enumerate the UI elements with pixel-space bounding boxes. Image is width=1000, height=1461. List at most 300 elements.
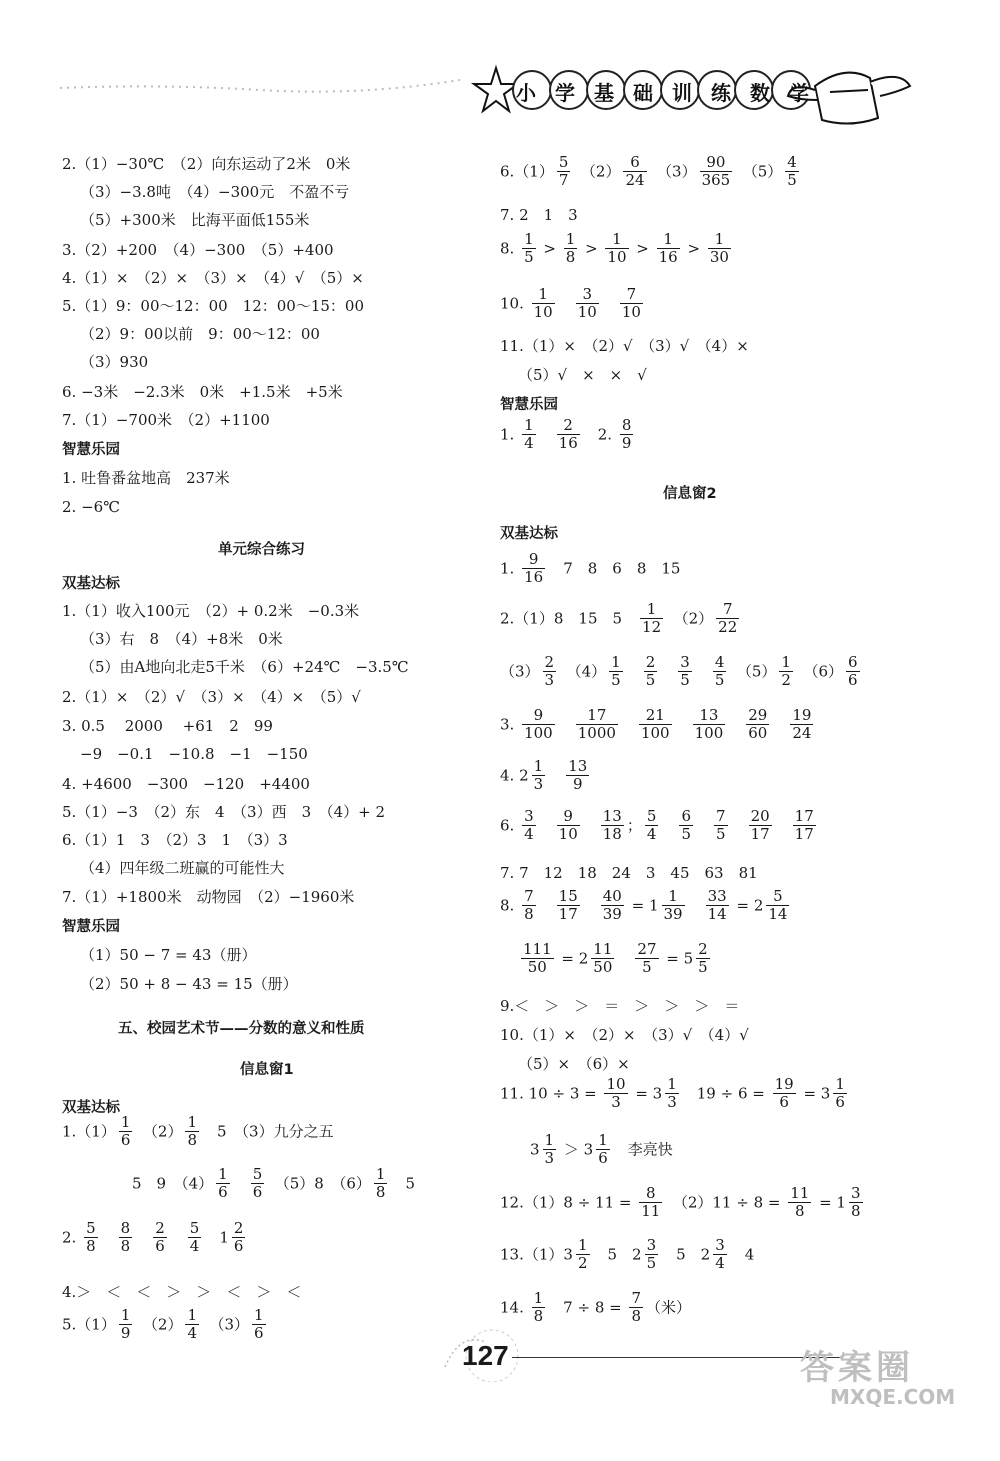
fraction — [746, 707, 769, 742]
answer-text: 5 2 — [592, 1245, 642, 1264]
fraction-denominator: 14 — [707, 905, 727, 923]
answer-text: 1. 吐鲁番盆地高 237米 — [62, 469, 230, 487]
answer-line — [80, 628, 283, 649]
fraction-denominator: 16 — [524, 568, 544, 586]
answer-text — [772, 716, 787, 734]
answer-line — [518, 941, 713, 976]
fraction-denominator: 100 — [640, 724, 670, 742]
fraction-numerator: 7 — [524, 887, 534, 905]
fraction — [119, 1220, 133, 1255]
answer-line — [62, 153, 350, 174]
fraction-denominator: 6 — [254, 1324, 264, 1342]
answer-line — [62, 801, 385, 822]
answer-text: 5.（1）9：00～12：00 12：00～15：00 — [62, 297, 365, 315]
fraction — [532, 286, 555, 321]
answer-text: 2. — [62, 1228, 82, 1247]
fraction-denominator: 8 — [524, 905, 534, 923]
fraction-denominator: 5 — [646, 1254, 657, 1272]
answer-text: 7 8 6 8 15 — [548, 559, 681, 578]
fraction — [793, 808, 816, 843]
fraction — [644, 654, 658, 689]
answer-line — [80, 323, 320, 344]
answer-text — [775, 817, 790, 835]
answer-text: （2） — [573, 162, 621, 181]
header-dotted-decoration — [60, 78, 460, 98]
answer-text: （6） — [795, 662, 844, 681]
fraction-numerator: 1 — [218, 1165, 228, 1183]
fraction-denominator: 2 — [577, 1254, 588, 1272]
answer-line — [80, 181, 349, 202]
fraction-numerator: 7 — [716, 601, 739, 619]
fraction — [713, 654, 727, 689]
fraction-numerator: 2 — [698, 940, 708, 958]
answer-line — [62, 773, 310, 794]
answer-line — [500, 1185, 866, 1220]
fraction — [790, 707, 813, 742]
fraction-numerator: 2 — [544, 653, 555, 671]
fraction — [629, 1290, 643, 1325]
answer-line — [500, 758, 592, 793]
answer-text: 6. −3米 −2.3米 0米 +1.5米 +5米 — [62, 383, 343, 401]
fraction-denominator: 365 — [701, 171, 731, 189]
fraction-denominator: 16 — [658, 248, 678, 266]
fraction-denominator: 8 — [631, 1307, 642, 1325]
answer-text: 2.（1）−30℃ （2）向东运动了2米 0米 — [62, 155, 351, 173]
answer-text — [661, 817, 676, 835]
fraction-numerator: 13 — [568, 757, 588, 775]
fraction-denominator: 5 — [714, 671, 725, 689]
fraction — [788, 1185, 811, 1220]
fraction-denominator: 8 — [533, 1307, 544, 1325]
answer-line — [62, 467, 230, 488]
answer-text: 李亮快 — [612, 1140, 673, 1159]
fraction-numerator: 6 — [848, 653, 858, 671]
fraction — [543, 1132, 557, 1167]
answer-line — [500, 1290, 691, 1325]
answer-line — [62, 1307, 269, 1342]
fraction-denominator: 24 — [625, 171, 645, 189]
fraction-denominator: 4 — [715, 1254, 725, 1272]
fraction-denominator: 5 — [698, 958, 708, 976]
fraction — [119, 1114, 133, 1149]
answer-line — [500, 1024, 749, 1045]
answer-text: 7.（1）+1800米 动物园 （2）−1960米 — [62, 888, 355, 906]
fraction-numerator: 9 — [522, 707, 555, 725]
fraction-denominator: 1000 — [577, 724, 616, 742]
answer-text: 12.（1）8 ÷ 11 = — [500, 1193, 637, 1212]
answer-text: 8. — [500, 239, 520, 258]
fraction-denominator: 39 — [663, 905, 683, 923]
answer-text — [101, 1229, 116, 1247]
fraction — [605, 231, 628, 266]
fraction — [662, 888, 685, 923]
answer-line — [500, 808, 819, 843]
fraction — [596, 1132, 610, 1167]
fraction — [623, 154, 646, 189]
fraction-denominator: 10 — [607, 248, 627, 266]
fraction-denominator: 16 — [558, 434, 578, 452]
fraction-numerator: 33 — [707, 887, 727, 905]
answer-text: 1. — [500, 425, 520, 444]
fraction-numerator: 1 — [577, 1236, 588, 1254]
answer-text: 10.（1）× （2）× （3）√ （4）√ — [500, 1026, 749, 1044]
fraction — [251, 1166, 265, 1201]
fraction-numerator: 40 — [602, 887, 622, 905]
answer-text — [539, 817, 554, 835]
answer-line — [62, 1220, 248, 1255]
fraction-numerator: 1 — [640, 601, 663, 619]
fraction-numerator: 27 — [637, 940, 657, 958]
fraction — [522, 808, 536, 843]
fraction-denominator: 8 — [86, 1237, 96, 1255]
fraction-denominator: 3 — [544, 671, 555, 689]
fraction-denominator: 3 — [611, 1093, 621, 1111]
answer-text — [539, 426, 554, 444]
fraction-denominator: 6 — [233, 1237, 244, 1255]
fraction-numerator: 11 — [593, 940, 613, 958]
answer-text: ＞ 3 — [559, 1140, 594, 1159]
answer-line — [80, 656, 409, 677]
fraction — [119, 1307, 133, 1342]
answer-line — [518, 364, 647, 385]
fraction-numerator: 1 — [544, 1131, 555, 1149]
fraction-numerator: 1 — [611, 653, 621, 671]
fraction-numerator: 5 — [558, 153, 569, 171]
fraction-denominator: 5 — [645, 671, 656, 689]
fraction-denominator: 8 — [850, 1202, 861, 1220]
answer-text: 5.（1）−3 （2）东 4 （3）西 3 （4）+ 2 — [62, 803, 386, 821]
answer-text — [602, 295, 617, 313]
answer-line — [62, 600, 359, 621]
answer-text — [626, 663, 641, 681]
answer-text — [617, 950, 632, 968]
fraction — [232, 1220, 246, 1255]
answer-text: （3）−3.8吨 （4）−300元 不盈不亏 — [80, 183, 350, 201]
fraction-denominator: 50 — [593, 958, 613, 976]
answer-text — [583, 897, 598, 915]
answer-text — [621, 716, 636, 734]
fraction-denominator: 6 — [835, 1093, 845, 1111]
fraction — [639, 1185, 662, 1220]
fraction-denominator: 18 — [602, 825, 622, 843]
section-heading: 智慧乐园 — [500, 397, 558, 413]
answer-text — [688, 897, 703, 915]
fraction — [696, 941, 710, 976]
fraction — [749, 808, 772, 843]
answer-text: = 2 — [556, 949, 589, 968]
answer-line — [500, 601, 742, 636]
fraction-denominator: 6 — [120, 1131, 131, 1149]
answer-text: 1. — [500, 559, 520, 578]
footer-rule — [512, 1357, 842, 1358]
fraction-denominator: 8 — [120, 1237, 131, 1255]
answer-text: 1 — [204, 1228, 229, 1247]
fraction-numerator: 1 — [187, 1113, 197, 1131]
fraction — [714, 808, 728, 843]
answer-text — [170, 1229, 185, 1247]
fraction-numerator: 3 — [524, 807, 534, 825]
answer-text — [728, 716, 743, 734]
answer-text: 5.（1） — [62, 1315, 116, 1334]
answer-text — [583, 817, 598, 835]
fraction — [779, 654, 793, 689]
answer-line — [62, 1114, 334, 1149]
fraction — [708, 231, 731, 266]
fraction — [252, 1307, 266, 1342]
fraction-denominator: 9 — [621, 434, 632, 452]
fraction-denominator: 4 — [187, 1324, 197, 1342]
fraction-denominator: 30 — [709, 248, 729, 266]
answer-text: （5）× （6）× — [518, 1055, 630, 1073]
star-icon — [474, 68, 518, 111]
fraction-denominator: 100 — [694, 724, 724, 742]
answer-line — [62, 886, 354, 907]
answer-text: 13.（1）3 — [500, 1245, 573, 1264]
answer-line — [80, 857, 285, 878]
answer-text: = 2 — [731, 896, 764, 915]
answer-text: = 3 — [798, 1084, 831, 1103]
fraction-numerator: 3 — [715, 1236, 725, 1254]
fraction — [576, 707, 618, 742]
answer-text: （2） — [135, 1315, 183, 1334]
fraction — [566, 758, 589, 793]
fraction — [84, 1220, 98, 1255]
answer-text: 7. 2 1 3 — [500, 206, 578, 224]
answer-text — [695, 663, 710, 681]
fraction — [543, 654, 557, 689]
fraction-numerator: 1 — [605, 231, 628, 249]
page-number: 127 — [462, 1340, 509, 1371]
answer-text: 11.（1）× （2）√ （3）√ （4）× — [500, 337, 749, 355]
answer-text: （4）四年级二班赢的可能性大 — [80, 859, 285, 877]
fraction — [645, 1237, 659, 1272]
answer-text: （3）930 — [80, 353, 149, 371]
answer-text: 8. — [500, 896, 520, 915]
answer-text: 19 ÷ 6 = — [681, 1084, 770, 1103]
answer-text: = 3 — [630, 1084, 663, 1103]
answer-text: 6. — [500, 816, 520, 835]
answer-text: （2）11 ÷ 8 = — [665, 1193, 786, 1212]
fraction — [521, 941, 554, 976]
answer-text: （1）50 − 7 = 43（册） — [80, 946, 257, 964]
fraction — [557, 888, 580, 923]
fraction — [374, 1166, 388, 1201]
fraction-numerator: 1 — [835, 1075, 845, 1093]
fraction-numerator: 3 — [680, 653, 690, 671]
answer-text: 3. — [500, 715, 520, 734]
fraction — [846, 654, 860, 689]
fraction-denominator: 11 — [641, 1202, 661, 1220]
answer-line — [132, 1166, 415, 1201]
fraction-numerator: 1 — [375, 1165, 386, 1183]
answer-line — [500, 888, 792, 923]
fraction — [693, 707, 726, 742]
fraction — [678, 654, 692, 689]
fraction — [620, 286, 643, 321]
fraction-denominator: 6 — [252, 1183, 263, 1201]
fraction — [604, 1076, 627, 1111]
answer-text — [558, 716, 573, 734]
fraction — [532, 758, 546, 793]
fraction-numerator: 1 — [662, 888, 685, 906]
answer-text: （2）50 + 8 − 43 = 15（册） — [80, 975, 298, 993]
fraction-denominator: 39 — [602, 905, 622, 923]
fraction-numerator: 1 — [254, 1306, 264, 1324]
fraction — [522, 551, 545, 586]
fraction-numerator: 8 — [120, 1219, 131, 1237]
fraction-numerator: 4 — [787, 153, 797, 171]
fraction-numerator: 1 — [533, 1289, 544, 1307]
answer-line — [518, 1053, 630, 1074]
answer-line — [500, 551, 680, 586]
fraction-numerator: 17 — [576, 707, 618, 725]
fraction-denominator: 22 — [718, 618, 738, 636]
fraction-numerator: 2 — [233, 1219, 244, 1237]
answer-text: 4. 2 — [500, 766, 529, 785]
answer-line — [62, 381, 343, 402]
answer-line — [500, 1076, 850, 1111]
fraction-numerator: 5 — [189, 1219, 200, 1237]
fraction-denominator: 50 — [527, 958, 547, 976]
answer-line — [62, 686, 361, 707]
fraction-denominator: 2 — [781, 671, 791, 689]
answer-text: （2） — [135, 1122, 183, 1141]
fraction-denominator: 5 — [680, 671, 690, 689]
fraction-denominator: 14 — [768, 905, 788, 923]
fraction-denominator: 4 — [189, 1237, 200, 1255]
fraction-numerator: 90 — [700, 154, 733, 172]
fraction-denominator: 8 — [795, 1202, 805, 1220]
fraction-numerator: 1 — [565, 230, 576, 248]
answer-text: 6.（1） — [500, 162, 554, 181]
answer-text: 3.（2）+200 （4）−300 （5）+400 — [62, 241, 334, 259]
fraction-numerator: 15 — [558, 887, 578, 905]
answer-line — [62, 829, 288, 850]
fraction — [640, 601, 663, 636]
fraction-denominator: 3 — [667, 1093, 677, 1111]
answer-line — [62, 295, 364, 316]
fraction-denominator: 4 — [524, 434, 534, 452]
fraction — [601, 808, 624, 843]
fraction-denominator: 5 — [611, 671, 621, 689]
fraction-numerator: 1 — [598, 1131, 608, 1149]
fraction-denominator: 8 — [565, 248, 576, 266]
answer-line — [500, 231, 734, 266]
fraction-denominator: 6 — [779, 1093, 789, 1111]
answer-text: （3） — [649, 162, 697, 181]
fraction-denominator: 12 — [642, 618, 662, 636]
fraction — [185, 1114, 199, 1149]
fraction-denominator: 7 — [558, 171, 569, 189]
answer-text — [548, 767, 563, 785]
fraction — [639, 707, 672, 742]
answer-line — [500, 862, 758, 883]
fraction-denominator: 4 — [524, 825, 534, 843]
fraction — [700, 154, 733, 189]
fraction-numerator: 13 — [693, 707, 726, 725]
fraction — [833, 1076, 847, 1111]
fraction-numerator: 13 — [602, 807, 622, 825]
fraction-numerator: 1 — [187, 1306, 197, 1324]
fraction-numerator: 1 — [120, 1113, 131, 1131]
fraction-numerator: 8 — [621, 416, 632, 434]
fraction — [849, 1185, 863, 1220]
answer-text: （2） — [666, 609, 714, 628]
answer-line — [62, 496, 120, 517]
fraction-numerator: 2 — [155, 1219, 165, 1237]
fraction-numerator: 10 — [606, 1075, 626, 1093]
answer-text: （3）右 8 （4）+8米 0米 — [80, 630, 283, 648]
fraction-denominator: 6 — [218, 1183, 228, 1201]
fraction-denominator: 6 — [155, 1237, 165, 1255]
fraction — [716, 601, 739, 636]
fraction-denominator: 4 — [646, 825, 657, 843]
fraction-numerator: 5 — [766, 888, 789, 906]
answer-text: 3. 0.5 2000 +61 2 99 — [62, 717, 273, 735]
fraction-numerator: 5 — [252, 1165, 263, 1183]
fraction — [713, 1237, 727, 1272]
answer-text — [135, 1229, 150, 1247]
answer-text — [660, 663, 675, 681]
fraction — [522, 417, 536, 452]
answer-text: 7. 7 12 18 24 3 45 63 81 — [500, 864, 758, 882]
answer-line — [80, 743, 308, 764]
section-heading: 双基达标 — [500, 526, 558, 542]
answer-text: 4.＞ ＜ ＜ ＞ ＞ ＜ ＞ ＜ — [62, 1283, 302, 1301]
answer-text: 2.（1）8 15 5 — [500, 609, 638, 628]
answer-line — [80, 209, 309, 230]
answer-text — [539, 897, 554, 915]
fraction-denominator: 5 — [524, 248, 534, 266]
fraction-numerator: 1 — [120, 1306, 131, 1324]
fraction — [679, 808, 693, 843]
watermark-url: MXQE.COM — [830, 1385, 956, 1409]
answer-text: 3 — [530, 1140, 540, 1159]
answer-line — [62, 715, 273, 736]
fraction — [657, 231, 680, 266]
fraction-numerator: 2 — [557, 417, 580, 435]
answer-text: 11. 10 ÷ 3 = — [500, 1084, 602, 1103]
answer-text: （5）由A地向北走5千米 （6）+24℃ −3.5℃ — [80, 658, 409, 676]
answer-text: 4. +4600 −300 −120 +4400 — [62, 775, 310, 793]
fraction-denominator: 8 — [375, 1183, 386, 1201]
answer-line — [500, 1237, 754, 1272]
answer-line — [80, 351, 148, 372]
fraction — [557, 154, 571, 189]
fraction-denominator: 6 — [598, 1149, 608, 1167]
section-heading: 信息窗2 — [663, 486, 717, 502]
answer-text: （米） — [646, 1298, 692, 1317]
answer-line — [500, 707, 816, 742]
fraction — [601, 888, 624, 923]
section-heading: 双基达标 — [62, 1100, 120, 1116]
answer-text: = 5 — [661, 949, 694, 968]
answer-text — [233, 1175, 248, 1193]
header-title: 小学基础训练数学 — [516, 81, 828, 105]
answer-line — [500, 995, 739, 1016]
fraction-numerator: 3 — [850, 1184, 861, 1202]
fraction-numerator: 9 — [557, 808, 580, 826]
fraction — [564, 231, 578, 266]
answer-text: （5） — [729, 662, 777, 681]
answer-line — [500, 335, 749, 356]
fraction — [153, 1220, 167, 1255]
answer-text: −9 −0.1 −10.8 −1 −150 — [80, 745, 308, 763]
fraction — [576, 1237, 590, 1272]
fraction-denominator: 24 — [792, 724, 812, 742]
fraction — [766, 888, 789, 923]
fraction — [620, 417, 634, 452]
